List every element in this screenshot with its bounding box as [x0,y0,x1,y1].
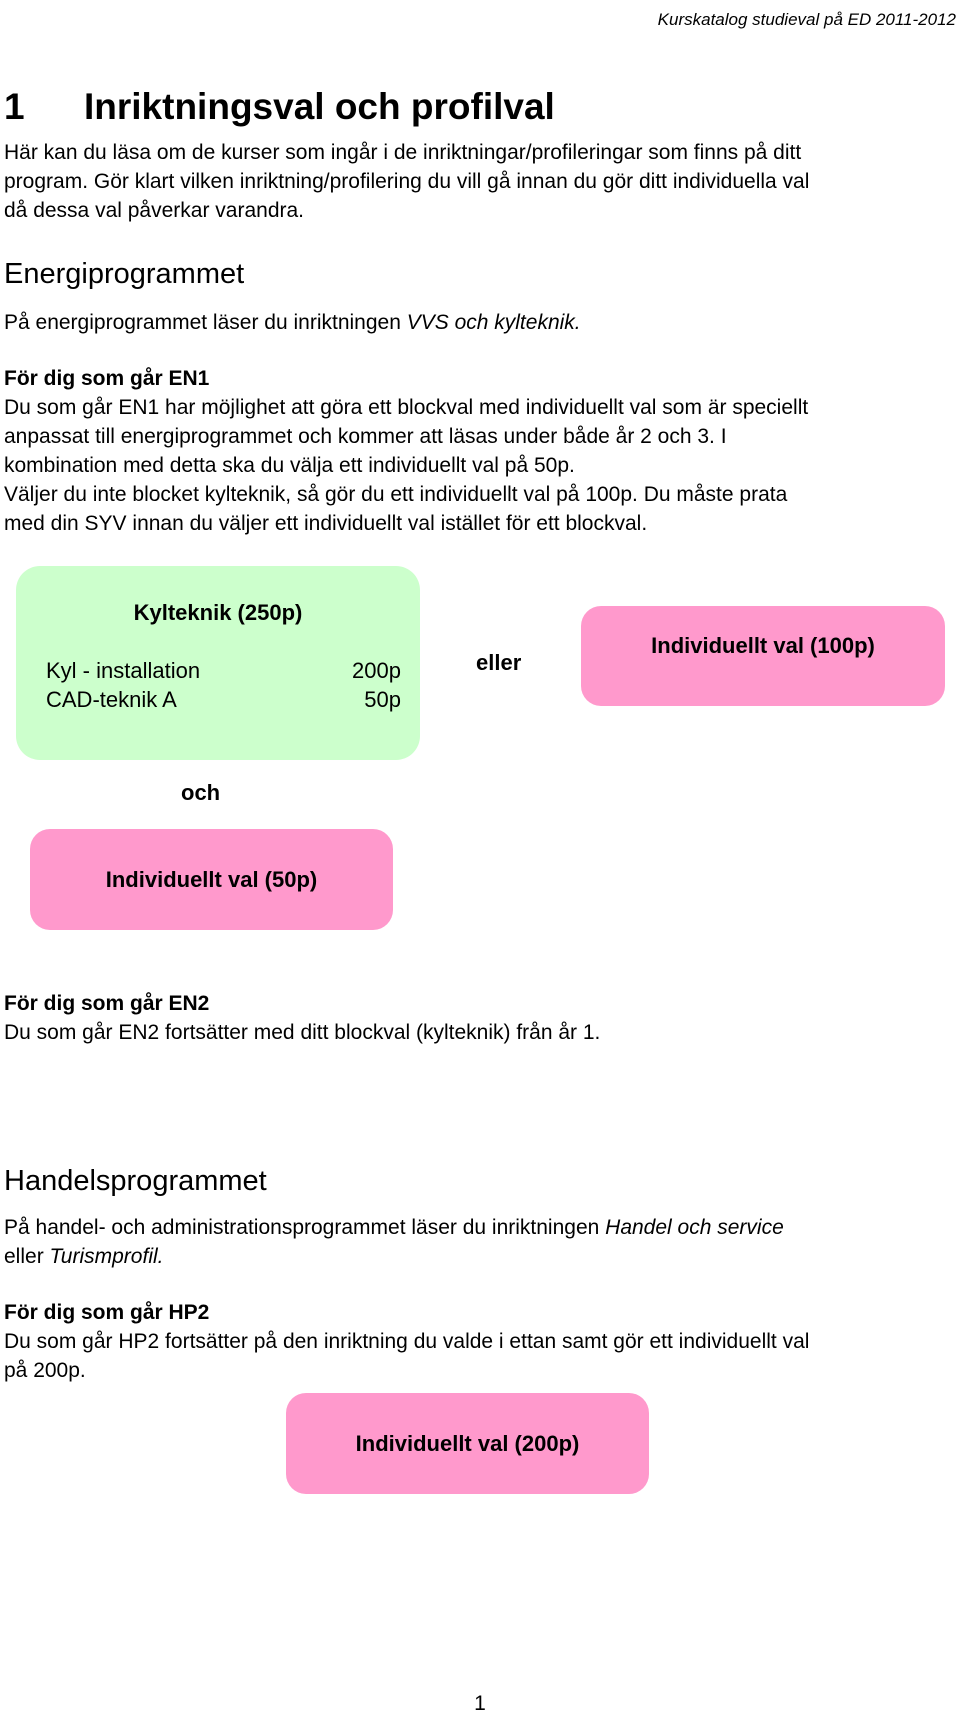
intro-line: då dessa val påverkar varandra. [4,199,304,222]
energi-heading: Energiprogrammet [4,258,245,290]
hp2-paragraph [4,1327,954,1385]
intro-line: Här kan du läsa om de kurser som ingår i de inriktningar/profileringar som finns på ditt [4,141,802,164]
en1-heading: För dig som går EN1 [4,367,210,390]
handel-lead-italic: Turismprofil. [49,1245,164,1268]
intro-paragraph [4,138,954,225]
and-connector: och [181,780,221,805]
en2-heading: För dig som går EN2 [4,992,210,1015]
box-label: Individuellt val (50p) [105,866,318,892]
hp2-heading: För dig som går HP2 [4,1301,210,1324]
course-row [46,687,401,713]
energi-lead [4,308,954,337]
block-title: Kylteknik (250p) [133,600,303,625]
en1-line: anpassat till energiprogrammet och kommer att läsas under både år 2 och 3. I [4,425,727,448]
intro-line: program. Gör klart vilken inriktning/profilering du vill gå innan du gör ditt individuella val [4,170,810,193]
en1-paragraph [4,393,954,538]
chapter-number: 1 [4,86,25,127]
box-label: Individuellt val (200p) [355,1430,580,1456]
individual-choice-50-box [30,829,393,930]
course-name: Kyl - installation [46,658,201,683]
individual-choice-100-box [581,606,945,706]
course-row [46,658,401,684]
individual-choice-200-box [286,1393,649,1494]
course-name: CAD-teknik A [46,687,177,712]
en1-line: Väljer du inte blocket kylteknik, så gör du ett individuellt val på 100p. Du måste prata [4,483,788,506]
course-points: 200p [352,658,401,683]
energi-lead-italic: VVS och kylteknik. [406,311,581,334]
en1-line: kombination med detta ska du välja ett individuellt val på 50p. [4,454,575,477]
en1-line: Du som går EN1 har möjlighet att göra ett blockval med individuellt val som är speciellt [4,396,809,419]
chapter-title: Inriktningsval och profilval [84,86,555,127]
hp2-line: på 200p. [4,1359,86,1382]
or-connector: eller [476,650,522,675]
en1-line: med din SYV innan du väljer ett individuellt val istället för ett blockval. [4,512,648,535]
handel-heading: Handelsprogrammet [4,1165,267,1197]
en2-text: Du som går EN2 fortsätter med ditt blockval (kylteknik) från år 1. [4,1021,601,1044]
course-points: 50p [364,687,401,712]
hp2-line: Du som går HP2 fortsätter på den inriktning du valde i ettan samt gör ett individuellt val [4,1330,810,1353]
handel-lead-text: På handel- och administrationsprogrammet läser du inriktningen [4,1216,606,1239]
page-number: 1 [474,1692,486,1715]
handel-lead-italic: Handel och service [605,1216,784,1239]
handel-lead-line [4,1213,954,1242]
energi-lead-text: På energiprogrammet läser du inriktningen [4,311,407,334]
handel-lead-text: eller [4,1245,50,1268]
handel-lead [4,1213,954,1271]
handel-lead-line [4,1242,954,1271]
kylteknik-block-box [16,566,420,760]
running-header: Kurskatalog studieval på ED 2011-2012 [657,10,956,29]
chapter-heading [4,86,555,128]
box-label: Individuellt val (100p) [651,633,875,658]
